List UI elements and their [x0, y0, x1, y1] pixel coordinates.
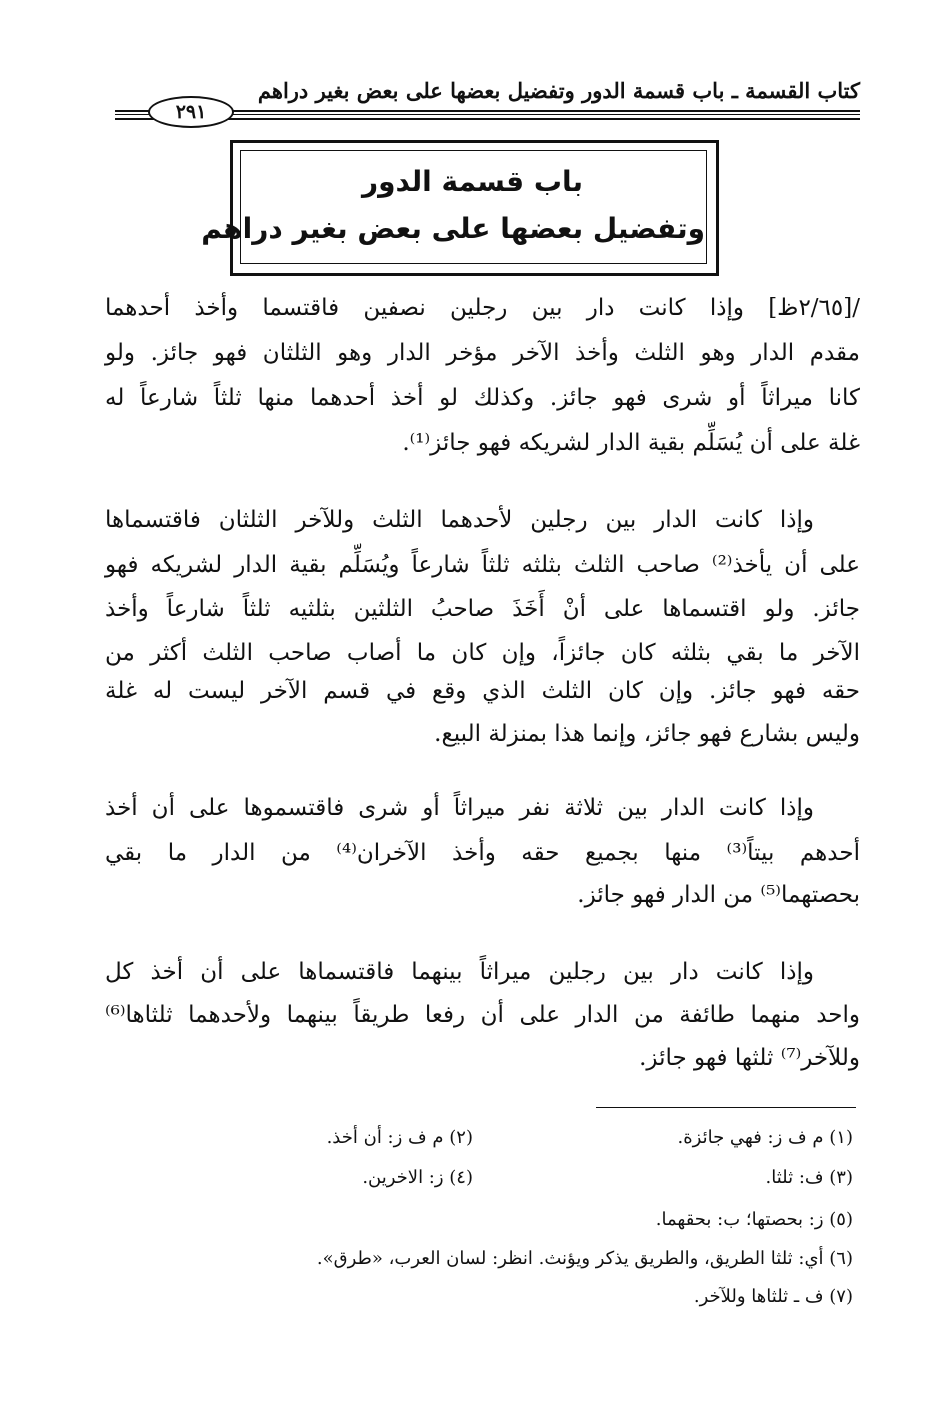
footnote-7: (٧) ف ـ ثلثاها وللآخر.: [693, 1286, 853, 1307]
paragraph-3-line-1: وإذا كانت الدار بين ثلاثة نفر ميراثاً أو شرى فاقتسموها على أن أخذ: [105, 795, 814, 821]
paragraph-3-line-3: بحصتهما⁽⁵⁾ من الدار فهو جائز.: [577, 882, 860, 908]
paragraph-4-line-1: وإذا كانت دار بين رجلين ميراثاً بينهما فاقتسماها على أن أخذ كل: [105, 959, 814, 985]
paragraph-1-line-4: غلة على أن يُسَلِّم بقية الدار لشريكه فهو جائز⁽¹⁾.: [402, 430, 860, 456]
paragraph-1-line-3: كانا ميراثاً أو شرى فهو جائز. وكذلك لو أخذ أحدهما منها ثلثاً شارعاً له: [105, 385, 860, 411]
footnote-6: (٦) أي: ثلثا الطريق، والطريق يذكر ويؤنث. انظر: لسان العرب، «طرق».: [316, 1248, 853, 1269]
paragraph-4-line-3: وللآخر⁽⁷⁾ ثلثها فهو جائز.: [639, 1045, 860, 1071]
footnote-4: (٤) ز: الاخرين.: [362, 1167, 473, 1188]
footnote-separator: [596, 1107, 856, 1108]
footnote-1: (١) م ف ز: فهي جائزة.: [677, 1127, 853, 1148]
paragraph-2-line-4: الآخر ما بقي بثلثه كان جائزاً، وإن كان ما أصاب صاحب الثلث أكثر من: [105, 640, 860, 666]
running-header: كتاب القسمة ـ باب قسمة الدور وتفضيل بعضها على بعض بغير دراهم: [257, 78, 860, 103]
paragraph-1-line-1: /[٢/٦٥ظ] وإذا كانت دار بين رجلين نصفين فاقتسما وأخذ أحدهما: [105, 295, 860, 321]
chapter-title-line-1: باب قسمة الدور: [361, 165, 584, 198]
paragraph-2-line-1: وإذا كانت الدار بين رجلين لأحدهما الثلث وللآخر الثلثان فاقتسماها: [105, 507, 814, 533]
footnote-5: (٥) ز: بحصتها؛ ب: بحقهما.: [655, 1209, 853, 1230]
footnote-3: (٣) ف: ثلثا.: [765, 1167, 853, 1188]
paragraph-4-line-2: واحد منهما طائفة من الدار على أن رفعا طريقاً بينهما ولأحدهما ثلثاها⁽⁶⁾: [105, 1002, 860, 1028]
paragraph-2-line-3: جائز. ولو اقتسماها على أنْ أَخَذَ صاحبُ الثلثين بثلثيه ثلثاً شارعاً وأخذ: [105, 596, 860, 622]
paragraph-1-line-2: مقدم الدار وهو الثلث وأخذ الآخر مؤخر الدار وهو الثلثان فهو جائز. ولو: [105, 340, 860, 366]
paragraph-2-line-5: حقه فهو جائز. وإن كان الثلث الذي وقع في قسم الآخر ليست له غلة: [105, 678, 860, 704]
paragraph-2-line-2: على أن يأخذ⁽²⁾ صاحب الثلث بثلثه ثلثاً شارعاً ويُسَلِّم بقية الدار لشريكه فهو: [105, 552, 861, 578]
chapter-title-line-2: وتفضيل بعضها على بعض بغير دراهم: [201, 212, 705, 245]
page-number: ٢٩١: [148, 96, 234, 128]
paragraph-2-line-6: وليس بشارع فهو جائز، وإنما هذا بمنزلة البيع.: [434, 721, 860, 747]
paragraph-3-line-2: أحدهم بيتاً⁽³⁾ منها بجميع حقه وأخذ الآخران⁽⁴⁾ من الدار ما بقي: [105, 840, 860, 866]
footnote-2: (٢) م ف ز: أن أخذ.: [326, 1127, 473, 1148]
